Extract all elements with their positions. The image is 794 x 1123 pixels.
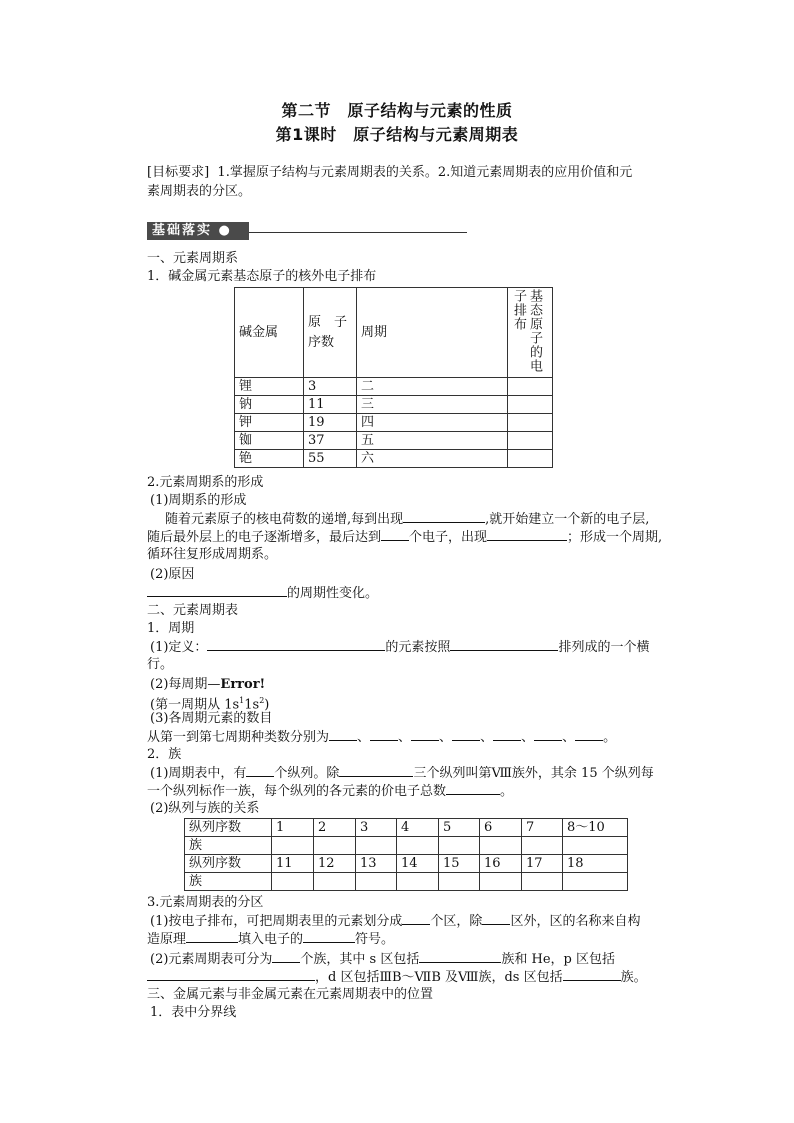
text: 的周期性变化。 [287,586,379,601]
para-count-title: (3)各周期元素的数目 [150,711,273,726]
banner-divider [249,232,467,233]
col-header-metal: 碱金属 [235,288,304,378]
basics-banner [147,222,249,240]
blank-input[interactable] [411,728,439,741]
text: 个电子，出现 [409,530,488,545]
cell-column-number: 6 [480,819,522,837]
text: ，d 区包括ⅢB～ⅦB 及Ⅷ族，ds 区包括 [315,970,563,985]
column-group-table [184,818,628,891]
cell-number: 19 [304,414,357,432]
cell-group-blank[interactable] [314,837,356,855]
blank-input[interactable] [207,638,385,651]
para-reason [147,584,378,603]
cell-number: 37 [304,432,357,450]
superscript: 1 [239,696,245,705]
row-label-group: 族 [185,837,272,855]
banner-label: 基础落实 [152,223,213,238]
cell-group-blank[interactable] [356,837,397,855]
para-group-2 [147,782,513,801]
blank-input[interactable] [246,764,274,777]
cell-group-blank[interactable] [480,837,522,855]
col-header-config [508,288,553,378]
cell-group-blank[interactable] [563,873,628,891]
goal-label: [目标要求] [147,165,210,180]
cell-group-blank[interactable] [314,873,356,891]
cell-group-blank[interactable] [439,873,480,891]
text: 区外，区的名称来自构 [510,914,641,929]
cell-column-number: 4 [397,819,439,837]
cell-group-blank[interactable] [272,873,314,891]
section-title: 第二节 原子结构与元素的性质 [281,101,513,120]
blank-input[interactable] [403,510,485,523]
text: 填入电子的 [238,932,304,947]
cell-column-number: 17 [522,855,563,873]
blank-input[interactable] [272,950,300,963]
cell-group-blank[interactable] [397,873,439,891]
text: 排列成的一个横 [558,640,650,655]
cell-column-number: 1 [272,819,314,837]
blank-input[interactable] [446,782,500,795]
para-group-1 [150,764,654,783]
cell-config-blank[interactable] [508,450,553,468]
cell-metal: 铷 [235,432,304,450]
para-formation-3: 循环往复形成周期系。 [147,547,278,562]
cell-period: 四 [357,414,508,432]
cell-number: 3 [304,378,357,396]
cell-column-number: 16 [480,855,522,873]
blank-input[interactable] [381,528,409,541]
cell-column-number: 15 [439,855,480,873]
text: 随后最外层上的电子逐渐增多，最后达到 [147,530,382,545]
blank-input[interactable] [147,584,287,597]
blank-input[interactable] [186,930,238,943]
sub-boundary: 1．表中分界线 [150,1005,237,1020]
text: ；形成一个周期, [567,530,663,545]
text: 1s [244,697,260,713]
goal-text-1: 1.掌握原子结构与元素周期表的关系。2.知道元素周期表的应用价值和元 [217,165,633,180]
cell-metal: 钠 [235,396,304,414]
blank-input[interactable] [452,728,480,741]
para-definition-2: 行。 [147,657,174,672]
text: ,就开始建立一个新的电子层, [485,512,650,527]
cell-config-blank[interactable] [508,396,553,414]
cell-column-number: 8～10 [563,819,628,837]
cell-period: 二 [357,378,508,396]
col-header-period: 周期 [357,288,508,378]
para-count: 从第一到第七周期种类数分别为 、 、 、 、 、 、 。 [147,730,617,745]
text: ) [264,697,270,713]
row-label-group: 族 [185,873,272,891]
para-zones-4 [147,968,647,987]
cell-group-blank[interactable] [397,837,439,855]
alkali-table [234,287,553,468]
blank-input[interactable] [303,930,355,943]
heading-periodic-table: 二、元素周期表 [147,603,239,618]
blank-input[interactable] [534,728,562,741]
sub-group: 2．族 [147,747,182,762]
text: 从第一到第七周期种类数分别为 [147,730,330,745]
cell-number: 11 [304,396,357,414]
para-formation-1 [165,510,649,529]
text: (1)周期表中，有 [150,766,247,781]
blank-input[interactable] [339,764,413,777]
goal-line-2: 素周期表的分区。 [147,184,252,199]
text: (1)定义： [150,640,208,655]
text: 造原理 [147,932,187,947]
cell-column-number: 11 [272,855,314,873]
text: 的元素按照 [385,640,451,655]
row-label-column: 纵列序数 [185,819,272,837]
bullet-icon: ● [218,223,232,238]
superscript: 2 [259,696,265,705]
text: 。 [603,730,617,745]
sub-zones: 3.元素周期表的分区 [147,895,264,910]
config-header-text: 基态原子的电子排布 [511,288,542,373]
blank-input[interactable] [563,968,621,981]
para-zones-3 [150,950,615,969]
text: 随着元素原子的核电荷数的递增,每到出现 [165,512,404,527]
blank-input[interactable] [370,728,398,741]
cell-group-blank[interactable] [563,837,628,855]
text: 族。 [620,970,647,985]
para-formation-2 [147,528,662,547]
text: 个族，其中 s 区包括 [300,952,420,967]
cell-period: 五 [357,432,508,450]
text: 。 [500,784,514,799]
para-definition [150,638,649,657]
cell-period: 三 [357,396,508,414]
text: (第一周期从 1s [150,697,240,713]
blank-input[interactable] [329,728,357,741]
text: 三个纵列叫第Ⅷ族外，其余 15 个纵列每 [413,766,654,781]
text: 个区，除 [430,914,483,929]
text: 个纵列。除 [274,766,340,781]
blank-input[interactable] [402,912,430,925]
text: (2)每周期— [150,677,221,692]
error-text: Error! [220,677,266,692]
goal-line-1 [147,164,632,182]
sub-alkali-config: 1．碱金属元素基态原子的核外电子排布 [147,269,377,284]
blank-input[interactable] [487,528,567,541]
heading-metal-position: 三、金属元素与非金属元素在元素周期表中的位置 [147,987,434,1002]
sub-period: 1．周期 [147,621,195,636]
para-column-group: (2)纵列与族的关系 [150,801,260,816]
blank-input[interactable] [482,912,510,925]
blank-input[interactable] [575,728,603,741]
para-zones-1 [150,912,640,931]
cell-metal: 锂 [235,378,304,396]
cell-column-number: 2 [314,819,356,837]
cell-column-number: 13 [356,855,397,873]
text: 族和 He，p 区包括 [501,952,615,967]
text: 一个纵列标作一族，每个纵列的各元素的价电子总数 [147,784,447,799]
blank-input[interactable] [493,728,521,741]
cell-period: 六 [357,450,508,468]
cell-column-number: 7 [522,819,563,837]
cell-config-blank[interactable] [508,432,553,450]
text: (1)按电子排布，可把周期表里的元素划分成 [150,914,403,929]
sub-formation: 2.元素周期系的形成 [147,475,264,490]
cell-config-blank[interactable] [508,378,553,396]
cell-config-blank[interactable] [508,414,553,432]
cell-column-number: 3 [356,819,397,837]
blank-input[interactable] [147,968,315,981]
cell-column-number: 14 [397,855,439,873]
cell-group-blank[interactable] [272,837,314,855]
cell-group-blank[interactable] [356,873,397,891]
cell-group-blank[interactable] [439,837,480,855]
blank-input[interactable] [450,638,558,651]
cell-group-blank[interactable] [480,873,522,891]
para-zones-2 [147,930,394,949]
row-label-column: 纵列序数 [185,855,272,873]
lesson-title: 第1课时 原子结构与元素周期表 [275,125,519,144]
para-formation-title: (1)周期系的形成 [150,493,247,508]
text: 符号。 [355,932,395,947]
cell-column-number: 12 [314,855,356,873]
cell-metal: 钾 [235,414,304,432]
cell-column-number: 5 [439,819,480,837]
cell-number: 55 [304,450,357,468]
col-header-number: 原 子序数 [304,288,357,378]
heading-periodic-system: 一、元素周期系 [147,251,239,266]
text: (2)元素周期表可分为 [150,952,273,967]
blank-input[interactable] [419,950,501,963]
cell-group-blank[interactable] [522,837,563,855]
para-reason-title: (2)原因 [150,567,195,582]
cell-metal: 铯 [235,450,304,468]
cell-column-number: 18 [563,855,628,873]
cell-group-blank[interactable] [522,873,563,891]
